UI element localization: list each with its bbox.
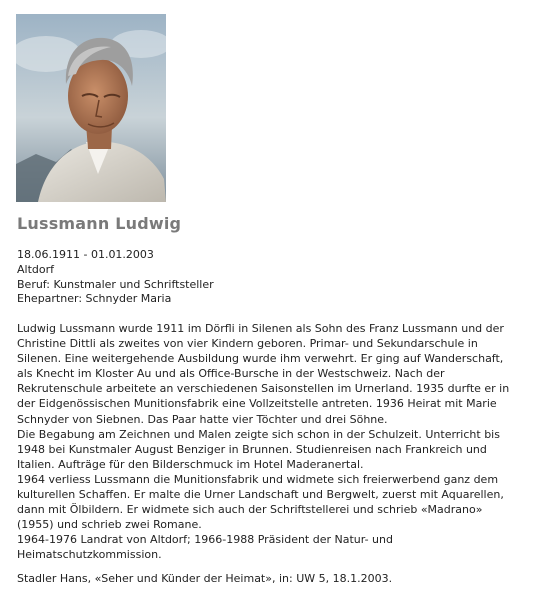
profession: Beruf: Kunstmaler und Schriftsteller bbox=[17, 277, 214, 291]
bio-line: dann mit Ölbildern. Er widmete sich auch der Schriftstellerei und schrieb «Madrano» bbox=[17, 503, 483, 517]
bio-line: als Knecht im Kloster Au und als Office-Bursche in der Westschweiz. Nach der bbox=[17, 367, 445, 381]
bio-line: 1948 bei Kunstmaler August Benziger in Brunnen. Studienreisen nach Frankreich und bbox=[17, 442, 487, 456]
bio-line: kulturellen Schaffen. Er malte die Urner Landschaft und Bergwelt, zuerst mit Aquarellen, bbox=[17, 488, 504, 502]
bio-line: Heimatschutzkommission. bbox=[17, 548, 162, 562]
person-facts bbox=[17, 248, 214, 307]
bio-line: Rekrutenschule arbeitete an verschiedenen Saisonstellen im Urnerland. 1935 durfte er in bbox=[17, 382, 510, 396]
life-dates: 18.06.1911 - 01.01.2003 bbox=[17, 248, 154, 261]
bio-line: Die Begabung am Zeichnen und Malen zeigte sich schon in der Schulzeit. Unterricht bis bbox=[17, 427, 500, 441]
spouse: Ehepartner: Schnyder Maria bbox=[17, 292, 172, 306]
bio-line: der Eidgenössischen Munitionsfabrik eine Vollzeitstelle antreten. 1936 Heirat mit Marie bbox=[17, 397, 497, 411]
bio-line: Silenen. Eine weitergehende Ausbildung wurde ihm verwehrt. Er ging auf Wanderschaft, bbox=[17, 352, 504, 366]
portrait-illustration bbox=[16, 14, 166, 202]
bio-line: 1964 verliess Lussmann die Munitionsfabrik und widmete sich freierwerbend ganz dem bbox=[17, 472, 499, 486]
bio-line: Schnyder von Siebnen. Das Paar hatte vier Töchter und drei Söhne. bbox=[17, 412, 388, 426]
biography-text bbox=[17, 321, 529, 563]
source-citation: Stadler Hans, «Seher und Künder der Heimat», in: UW 5, 18.1.2003. bbox=[17, 572, 393, 585]
bio-line: Ludwig Lussmann wurde 1911 im Dörfli in Silenen als Sohn des Franz Lussmann und der bbox=[17, 322, 504, 335]
bio-line: 1964-1976 Landrat von Altdorf; 1966-1988 Präsident der Natur- und bbox=[17, 533, 393, 547]
bio-line: Italien. Aufträge für den Bilderschmuck im Hotel Maderanertal. bbox=[17, 457, 364, 471]
bio-line: Christine Dittli als zweites von vier Kindern geboren. Primar- und Sekundarschule in bbox=[17, 337, 478, 351]
portrait-photo bbox=[16, 14, 166, 202]
bio-line: (1955) und schrieb zwei Romane. bbox=[17, 518, 202, 532]
place: Altdorf bbox=[17, 262, 55, 276]
person-name: Lussmann Ludwig bbox=[17, 214, 182, 233]
